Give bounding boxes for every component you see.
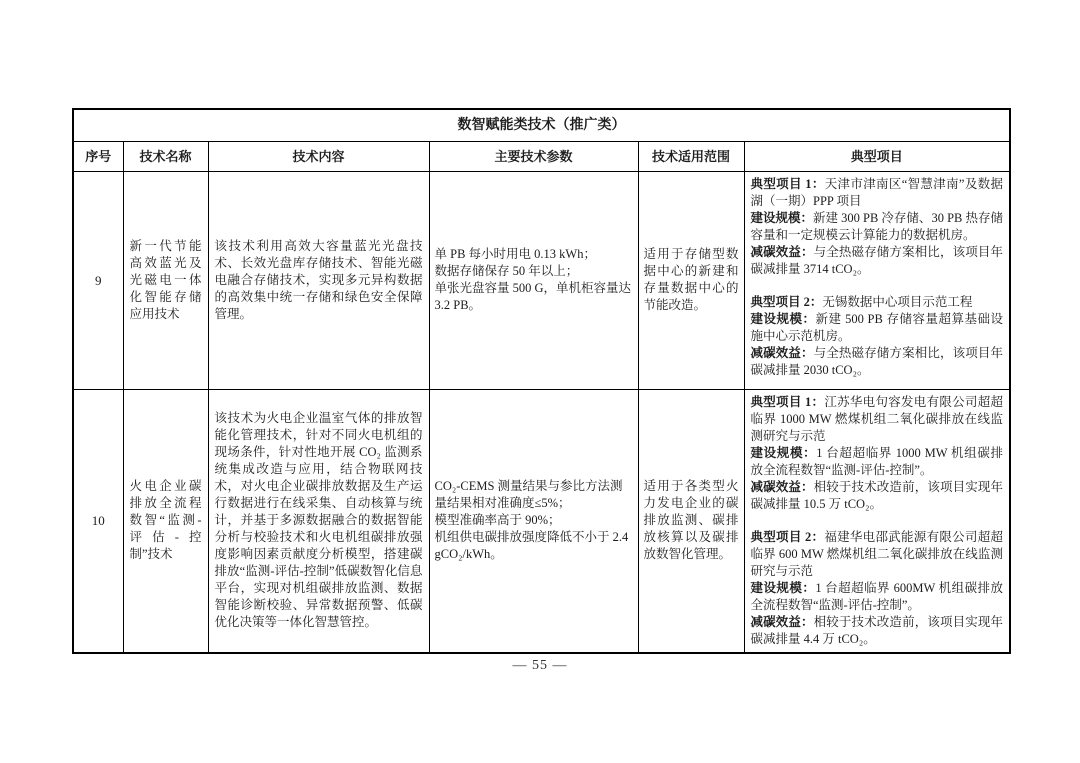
table-title: 数智赋能类技术（推广类） [73,109,1010,141]
tech-scope-cell: 适用于存储型数据中心的新建和存量数据中心的节能改造。 [638,171,744,389]
table-title-row [73,109,1010,141]
project-line: 典型项目 2：无锡数据中心项目示范工程 [750,294,973,309]
column-header-tech-name: 技术名称 [123,141,208,171]
project-line-label: 减碳效益： [750,244,814,259]
project-line: 典型项目 1：天津市津南区“智慧津南”及数据湖（一期）PPP 项目 [750,176,1003,208]
tech-params-cell [429,389,638,653]
project-line: 建设规模：新建 500 PB 存储容量超算基础设施中心示范机房。 [750,311,1003,343]
column-header-index: 序号 [73,141,123,171]
tech-content-cell: 该技术为火电企业温室气体的排放智能化管理技术，针对不同火电机组的现场条件，针对性地开展 CO₂ 监测系统集成改造与应用，结合物联网技术，对火电企业碳排放数据及生产运行数据进行在线采集、自动核算与统计，并基于多源数据融合的数据智能分析与校验技术和火电机组碳排放强度影响因素贡献度分析模型，搭建碳排放“监测-评估-控制”低碳数智化信息平台，实现对机组碳排放监测、数据智能诊断校验、异常数据预警、低碳优化决策等一体化智慧管控。 [208,389,429,653]
project-block [751,529,1004,648]
param-line: 机组供电碳排放强度降低不小于 2.4 gCO₂/kWh。 [434,530,629,562]
param-line: 模型准确率高于 90%； [434,513,561,528]
param-line: 单 PB 每小时用电 0.13 kWh； [434,247,596,261]
typical-projects-cell [744,389,1010,653]
row-number-cell: 10 [73,389,123,653]
project-line-label: 典型项目 1： [750,394,825,409]
table-head [73,109,1010,171]
project-line-label: 减碳效益： [750,479,814,494]
project-line: 减碳效益：相较于技术改造前，该项目实现年碳减排量 10.5 万 tCO₂。 [750,479,1003,511]
project-line: 建设规模：1 台超超临界 1000 MW 机组碳排放全流程数智“监测-评估-控制”。 [750,445,1003,477]
project-line-label: 典型项目 2： [750,294,823,309]
project-block [751,294,1004,379]
tech-content-cell: 该技术利用高效大容量蓝光光盘技术、长效光盘库存储技术、智能光磁电融合存储技术，实现多元异构数据的高效集中统一存储和绿色安全保障管理。 [208,171,429,389]
row-number-cell: 9 [73,171,123,389]
table-row [73,389,1010,653]
project-line-label: 建设规模： [750,580,816,595]
project-line: 建设规模：1 台超超临界 600MW 机组碳排放全流程数智“监测-评估-控制”。 [750,580,1003,612]
tech-params-cell [429,171,638,389]
technology-table [72,108,1011,654]
project-line-label: 典型项目 1： [750,176,825,191]
table-header-row [73,141,1010,171]
project-block [751,394,1004,513]
tech-scope-cell: 适用于各类型火力发电企业的碳排放监测、碳排放核算以及碳排放数智化管理。 [638,389,744,653]
project-line: 减碳效益：相较于技术改造前，该项目实现年碳减排量 4.4 万 tCO₂。 [750,614,1003,646]
tech-name-cell: 火电企业碳排放全流程数智“监测-评估-控制”技术 [123,389,208,653]
tech-name-cell: 新一代节能高效蓝光及光磁电一体化智能存储应用技术 [123,171,208,389]
project-line-label: 减碳效益： [750,345,814,360]
project-line: 减碳效益：与全热磁存储方案相比，该项目年碳减排量 2030 tCO₂。 [750,345,1003,377]
project-block [751,176,1004,278]
param-line: CO₂-CEMS 测量结果与参比方法测量结果相对准确度≤5%； [434,479,623,511]
table-row [73,171,1010,389]
typical-projects-cell [744,171,1010,389]
param-line: 单张光盘容量 500 G，单机柜容量达 3.2 PB。 [434,281,632,312]
project-line-label: 建设规模： [750,445,817,460]
project-line-label: 典型项目 2： [750,529,825,544]
param-line: 数据存储保存 50 年以上； [434,264,579,278]
project-line-label: 建设规模： [750,210,814,225]
project-line: 建设规模：新建 300 PB 冷存储、30 PB 热存储容量和一定规模云计算能力的数据机房。 [750,210,1003,242]
column-header-tech-scope: 技术适用范围 [638,141,744,171]
project-line-label: 建设规模： [750,311,816,326]
project-line: 典型项目 1：江苏华电句容发电有限公司超超临界 1000 MW 燃煤机组二氧化碳排放在线监测研究与示范 [750,394,1003,443]
page-number: — 55 — [512,658,568,673]
column-header-tech-content: 技术内容 [208,141,429,171]
column-header-tech-params: 主要技术参数 [429,141,638,171]
project-line: 减碳效益：与全热磁存储方案相比，该项目年碳减排量 3714 tCO₂。 [750,244,1003,276]
project-line: 典型项目 2：福建华电邵武能源有限公司超超临界 600 MW 燃煤机组二氧化碳排放在线监测研究与示范 [750,529,1003,578]
column-header-typical-projects: 典型项目 [744,141,1010,171]
project-line-label: 减碳效益： [750,614,814,629]
table-body [73,171,1010,653]
